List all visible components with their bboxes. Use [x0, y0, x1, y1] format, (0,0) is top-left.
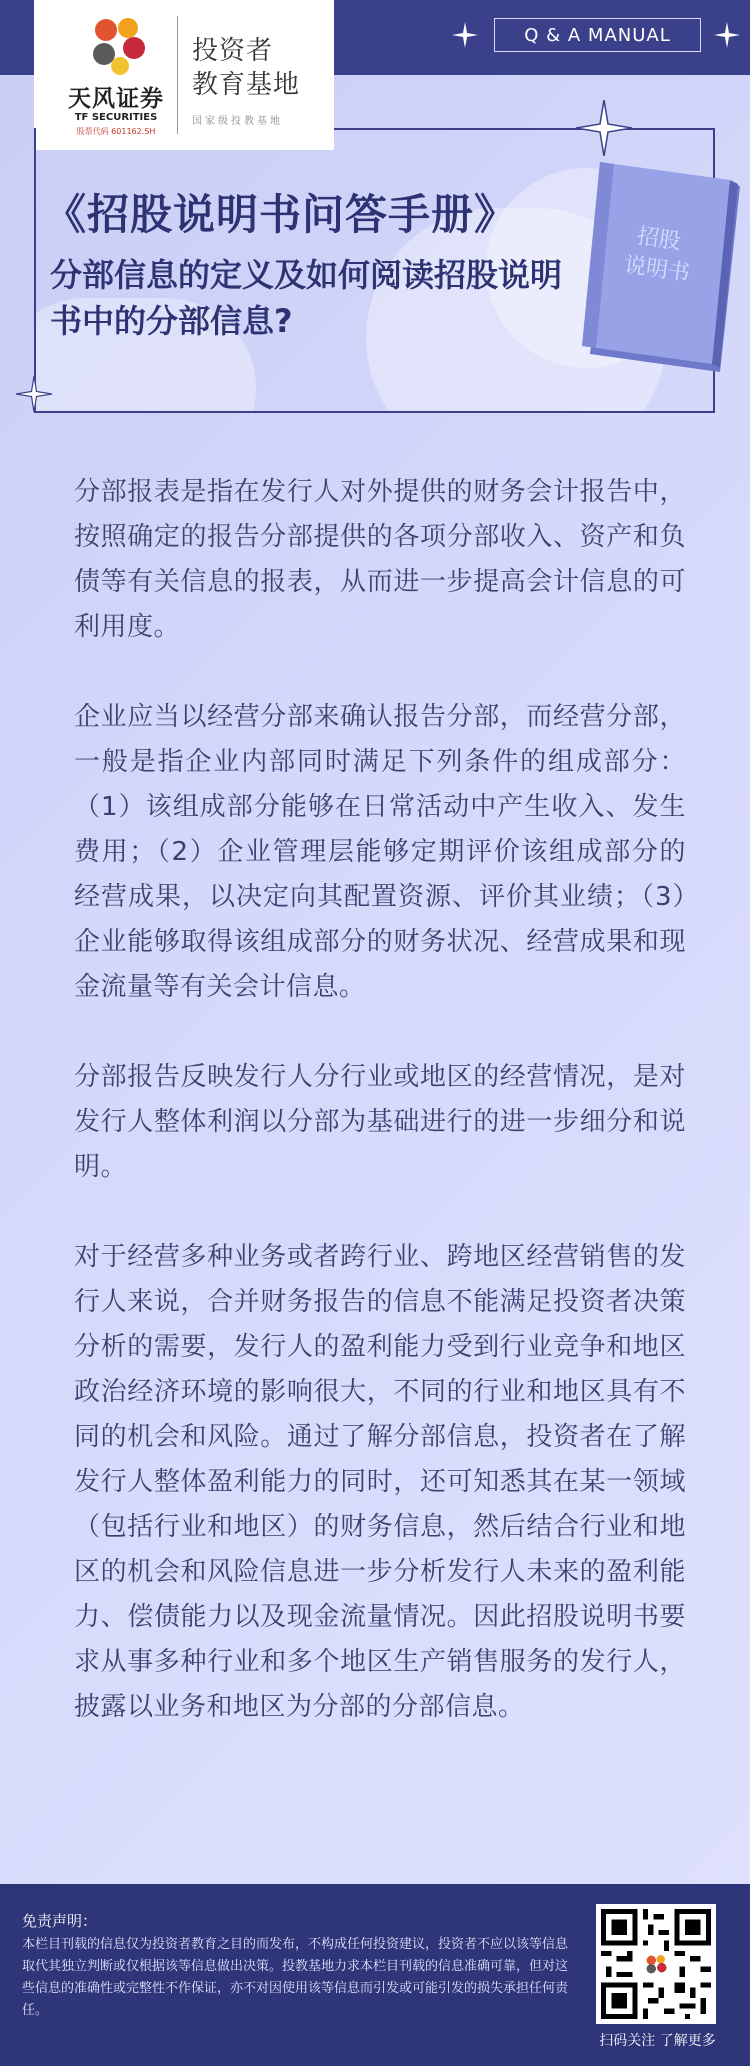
investor-education-line1: 投资者: [192, 36, 274, 66]
sparkle-icon: [576, 100, 632, 156]
sparkle-icon: [16, 376, 52, 412]
national-base-subtitle: 国家级投教基地: [192, 116, 283, 127]
paragraph: 对于经营多种业务或者跨行业、跨地区经营销售的发行人来说，合并财务报告的信息不能满足投资者决策分析的需要，发行人的盈利能力受到行业竞争和地区政治经济环境的影响很大，不同的行业和地区具有不同的机会和风险。通过了解分部信息，投资者在了解发行人整体盈利能力的同时，还可知悉其在某一领域（包括行业和地区）的财务信息，然后结合行业和地区的机会和风险信息进一步分析发行人未来的盈利能力、偿债能力以及现金流量情况。因此招股说明书要求从事多种行业和多个地区生产销售服务的发行人，披露以业务和地区为分部的分部信息。: [74, 1242, 686, 1722]
paragraph: 分部报表是指在发行人对外提供的财务会计报告中，按照确定的报告分部提供的各项分部收入、资产和负债等有关信息的报表，从而进一步提高会计信息的可利用度。: [74, 477, 686, 642]
logo-english-name: TF SECURITIES: [74, 112, 158, 123]
disclaimer-title: 免责声明：: [22, 1912, 98, 1930]
book-icon: [570, 150, 745, 375]
logo-chinese-name: 天风证券: [68, 86, 164, 112]
article-body: [74, 470, 686, 1775]
logo-divider: [177, 16, 178, 134]
qa-manual-tag: Q & A MANUAL: [494, 18, 701, 52]
investor-education-line2: 教育基地: [192, 70, 301, 100]
book-label-line2: 说明书: [622, 252, 692, 287]
qr-code[interactable]: [596, 1904, 716, 2024]
qr-code-icon: [601, 1909, 711, 2019]
book-label-line1: 招股: [635, 224, 683, 256]
page-subtitle: 分部信息的定义及如何阅读招股说明书中的分部信息?: [50, 256, 563, 340]
paragraph: 企业应当以经营分部来确认报告分部，而经营分部，一般是指企业内部同时满足下列条件的组成部分：（1）该组成部分能够在日常活动中产生收入、发生费用；（2）企业管理层能够定期评价该组成部分的经营成果，以决定向其配置资源、评价其业绩；（3）企业能够取得该组成部分的财务状况、经营成果和现金流量等有关会计信息。: [74, 702, 686, 1002]
paragraph: 分部报告反映发行人分行业或地区的经营情况，是对发行人整体利润以分部为基础进行的进一步细分和说明。: [74, 1062, 686, 1182]
investor-education-title: [192, 34, 300, 102]
sparkle-icon: [714, 22, 740, 48]
qr-caption: 扫码关注 了解更多: [599, 2033, 716, 2049]
page-title: 《招股说明书问答手册》: [44, 190, 518, 239]
disclaimer-text: 本栏目刊载的信息仅为投资者教育之目的而发布，不构成任何投资建议，投资者不应以该等信息取代其独立判断或仅根据该等信息做出决策。投教基地力求本栏目刊载的信息准确可靠，但对这些信息的准确性或完整性不作保证，亦不对因使用该等信息而引发或可能引发的损失承担任何责任。: [22, 1937, 569, 2018]
sparkle-icon: [452, 22, 478, 48]
title-frame-top-border: [334, 128, 715, 130]
stock-code: 股票代码 601162.SH: [76, 127, 156, 136]
flower-logo-icon: [84, 16, 154, 78]
